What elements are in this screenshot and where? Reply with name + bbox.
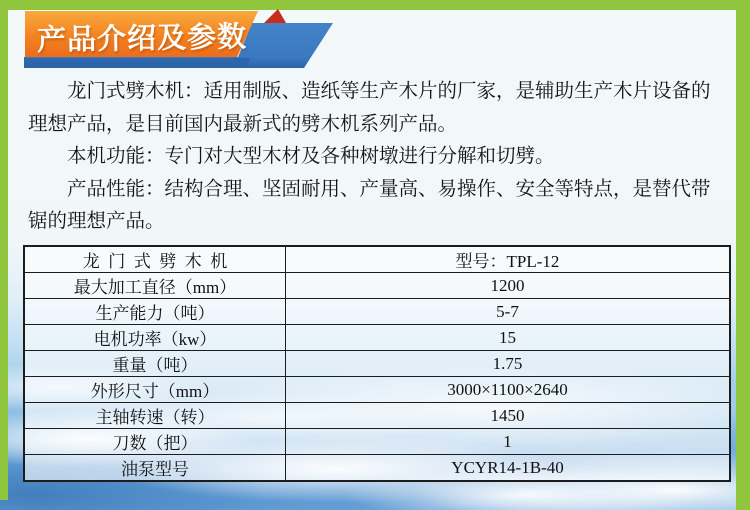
spec-value: 型号：TPL-12: [286, 246, 731, 273]
table-row: [24, 455, 730, 482]
spec-label: 最大加工直径（mm）: [24, 273, 286, 299]
spec-label: 主轴转速（转）: [24, 403, 286, 429]
intro-text-block: [28, 76, 728, 239]
title-banner: [0, 0, 360, 72]
table-row: [24, 351, 730, 377]
spec-label: 龙门式劈木机: [24, 246, 286, 273]
spec-label: 电机功率（kw）: [24, 325, 286, 351]
frame-left-border: [0, 0, 8, 500]
frame-right-border: [736, 0, 750, 510]
spec-value: 3000×1100×2640: [286, 377, 731, 403]
table-row: [24, 429, 730, 455]
table-row: [24, 377, 730, 403]
spec-label: 生产能力（吨）: [24, 299, 286, 325]
intro-paragraph-performance: 产品性能：结构合理、坚固耐用、产量高、易操作、安全等特点，是替代带锯的理想产品。: [28, 178, 711, 233]
intro-paragraph-overview: 龙门式劈木机：适用制版、造纸等生产木片的厂家，是辅助生产木片设备的理想产品，是目前国内最新式的劈木机系列产品。: [28, 81, 711, 135]
spec-value: 1450: [286, 403, 731, 429]
page-title: 产品介绍及参数: [36, 21, 248, 57]
ribbon-fold-red-triangle: [264, 9, 286, 23]
table-row: [24, 403, 730, 429]
spec-value: 1.75: [286, 351, 731, 377]
table-row: [24, 246, 730, 273]
table-row: [24, 273, 730, 299]
spec-label: 外形尺寸（mm）: [24, 377, 286, 403]
intro-paragraph-function: 本机功能：专门对大型木材及各种树墩进行分解和切劈。: [67, 146, 555, 168]
spec-table: [23, 245, 731, 482]
spec-value: 1200: [286, 273, 731, 299]
spec-value: 15: [286, 325, 731, 351]
spec-label: 油泵型号: [24, 455, 286, 482]
spec-value: 1: [286, 429, 731, 455]
spec-label: 刀数（把）: [24, 429, 286, 455]
spec-label: 重量（吨）: [24, 351, 286, 377]
table-row: [24, 325, 730, 351]
spec-value: YCYR14-1B-40: [286, 455, 731, 482]
ribbon-blue-strip: [24, 58, 250, 68]
spec-value: 5-7: [286, 299, 731, 325]
table-row: [24, 299, 730, 325]
